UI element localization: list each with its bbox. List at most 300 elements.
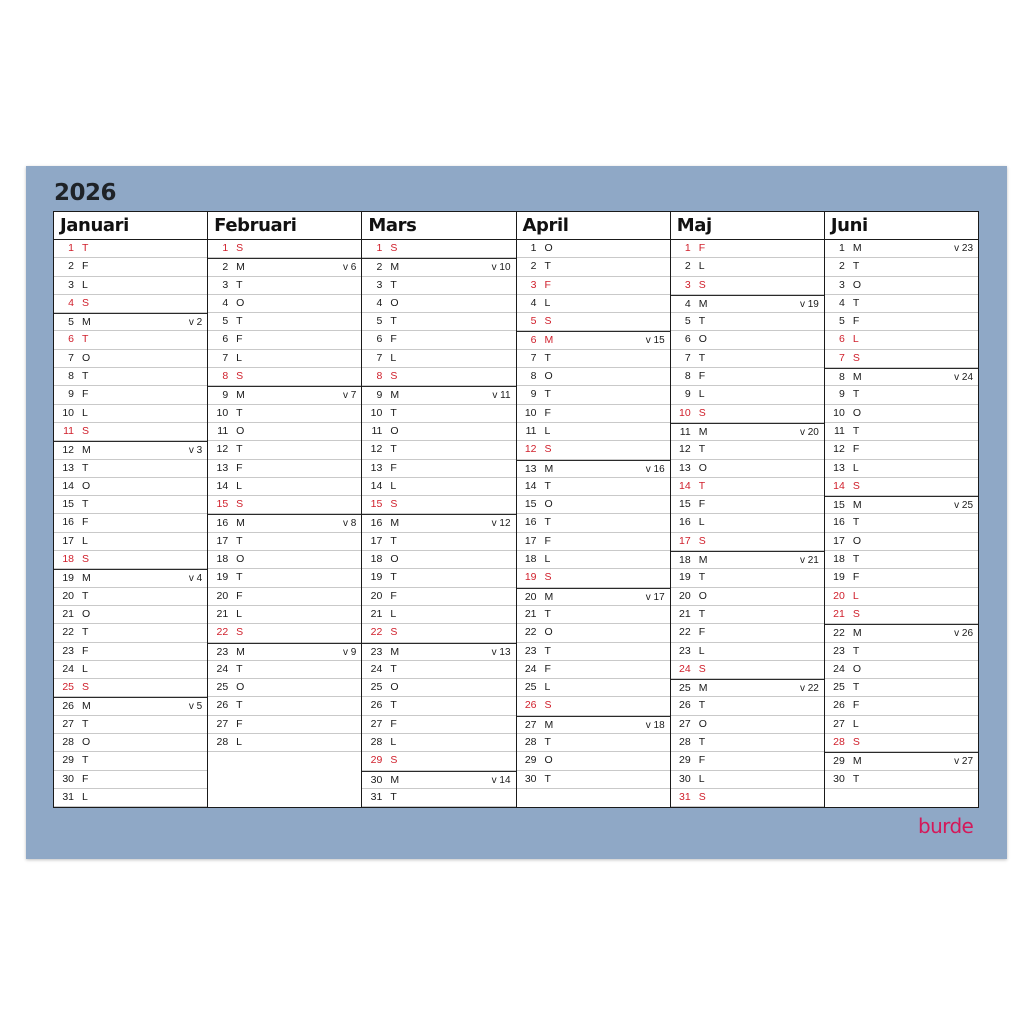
day-row <box>671 423 824 441</box>
day-number: 15 <box>216 498 229 511</box>
day-row <box>671 752 824 770</box>
day-row <box>825 697 978 715</box>
day-number: 11 <box>217 424 229 437</box>
weekday-letter: S <box>698 662 706 675</box>
day-number: 4 <box>376 296 383 309</box>
day-row <box>517 368 670 386</box>
day-row <box>671 789 824 807</box>
day-row <box>825 478 978 496</box>
weekday-letter: T <box>544 388 551 401</box>
weekday-letter: M <box>852 242 862 254</box>
week-number: v 22 <box>799 683 819 695</box>
day-number: 3 <box>222 278 229 291</box>
day-row <box>208 496 361 514</box>
weekday-letter: S <box>236 498 244 511</box>
day-row <box>671 478 824 496</box>
day-row <box>517 606 670 624</box>
weekday-letter: L <box>698 388 705 401</box>
day-number: 28 <box>216 736 229 749</box>
day-row <box>208 405 361 423</box>
day-row <box>54 514 207 532</box>
day-row <box>362 496 515 514</box>
day-row <box>208 588 361 606</box>
day-row <box>362 514 515 532</box>
week-number: v 2 <box>188 317 203 329</box>
day-row <box>671 606 824 624</box>
week-number: v 13 <box>491 646 511 658</box>
day-row <box>517 331 670 349</box>
day-row <box>362 679 515 697</box>
day-number: 23 <box>62 644 74 657</box>
day-number: 28 <box>62 736 74 749</box>
burde-logo: burde <box>918 814 974 838</box>
day-row <box>54 643 207 661</box>
day-row <box>54 331 207 349</box>
month-column-juni <box>824 212 978 807</box>
weekday-letter: L <box>544 296 551 309</box>
weekday-letter: T <box>236 443 243 456</box>
day-row <box>825 679 978 697</box>
day-row <box>671 405 824 423</box>
weekday-letter: M <box>698 425 708 438</box>
day-number: 17 <box>62 534 74 547</box>
day-number: 29 <box>833 755 845 768</box>
weekday-letter: F <box>82 388 89 401</box>
weekday-letter: T <box>82 461 89 474</box>
day-row <box>825 386 978 404</box>
weekday-letter: T <box>544 736 551 749</box>
day-row <box>54 295 207 313</box>
day-number: 15 <box>679 498 691 511</box>
day-row <box>362 423 515 441</box>
day-number: 30 <box>833 772 845 785</box>
week-number: v 15 <box>645 335 665 347</box>
week-number: v 6 <box>343 262 357 274</box>
weekday-letter: M <box>698 682 708 695</box>
day-number: 29 <box>370 754 383 767</box>
day-number: 3 <box>68 278 74 291</box>
week-number: v 7 <box>343 390 357 402</box>
day-row <box>517 496 670 514</box>
day-row <box>362 551 515 569</box>
day-row <box>208 624 361 642</box>
day-list <box>362 240 515 807</box>
day-row <box>362 771 515 789</box>
day-number: 17 <box>524 534 537 547</box>
day-row <box>517 624 670 642</box>
day-number: 27 <box>370 717 383 730</box>
weekday-letter: T <box>852 553 860 566</box>
month-name: Februari <box>208 212 361 240</box>
day-row <box>54 697 207 715</box>
day-number: 27 <box>524 718 537 731</box>
day-number: 7 <box>684 351 691 364</box>
day-number: 2 <box>376 261 383 274</box>
day-row <box>825 331 978 349</box>
day-number: 2 <box>530 260 537 273</box>
week-number: v 17 <box>645 591 665 603</box>
day-row <box>517 295 670 313</box>
day-row <box>208 460 361 478</box>
weekday-letter: F <box>82 644 89 657</box>
day-number: 7 <box>222 351 229 364</box>
day-number: 16 <box>833 516 845 529</box>
weekday-letter: L <box>852 717 859 730</box>
day-row <box>208 240 361 258</box>
weekday-letter: O <box>236 424 245 437</box>
day-number: 25 <box>62 681 74 694</box>
day-row <box>825 313 978 331</box>
day-number: 12 <box>833 443 845 456</box>
day-row <box>208 313 361 331</box>
day-number: 27 <box>833 717 845 730</box>
weekday-letter: L <box>236 479 243 492</box>
weekday-letter: T <box>698 443 706 456</box>
day-number: 21 <box>370 607 383 620</box>
day-row <box>517 643 670 661</box>
day-row <box>54 405 207 423</box>
day-number: 7 <box>68 351 74 364</box>
weekday-letter: M <box>698 297 708 310</box>
day-number: 20 <box>216 589 229 602</box>
day-row <box>362 606 515 624</box>
weekday-letter: O <box>544 626 553 639</box>
day-row <box>517 716 670 734</box>
day-number: 12 <box>62 444 74 457</box>
day-row <box>54 661 207 679</box>
weekday-letter: S <box>236 626 244 639</box>
weekday-letter: S <box>82 553 90 566</box>
weekday-letter: F <box>852 315 860 328</box>
day-number: 1 <box>839 242 845 254</box>
day-row <box>517 734 670 752</box>
weekday-letter: O <box>698 589 707 602</box>
weekday-letter: T <box>82 333 89 346</box>
weekday-letter: T <box>852 644 860 657</box>
weekday-letter: O <box>544 370 553 383</box>
weekday-letter: T <box>698 736 706 749</box>
day-number: 24 <box>679 662 691 675</box>
weekday-letter: F <box>698 498 706 511</box>
week-number: v 5 <box>188 701 203 713</box>
day-number: 2 <box>222 261 229 274</box>
week-number: v 20 <box>799 426 819 438</box>
day-number: 29 <box>524 754 537 767</box>
day-number: 12 <box>524 443 537 456</box>
day-number: 22 <box>679 626 691 639</box>
day-row <box>208 533 361 551</box>
weekday-letter: T <box>390 443 397 456</box>
day-row <box>517 258 670 276</box>
week-number: v 26 <box>954 628 974 640</box>
weekday-letter: S <box>544 443 552 456</box>
day-number: 15 <box>370 498 383 511</box>
day-row <box>362 789 515 807</box>
day-number: 17 <box>216 534 229 547</box>
day-row <box>671 734 824 752</box>
day-row <box>54 551 207 569</box>
week-number: v 14 <box>491 774 511 786</box>
day-number: 5 <box>839 315 845 328</box>
day-number: 25 <box>524 681 537 694</box>
weekday-letter: T <box>82 498 89 511</box>
day-number: 8 <box>684 370 691 383</box>
weekday-letter: S <box>390 626 398 639</box>
weekday-letter: F <box>698 754 706 767</box>
day-number: 23 <box>370 645 383 658</box>
day-number: 2 <box>68 260 74 273</box>
day-row <box>671 716 824 734</box>
day-row <box>54 716 207 734</box>
weekday-letter: F <box>236 589 243 602</box>
day-number: 1 <box>376 242 383 254</box>
day-number: 29 <box>62 754 74 767</box>
weekday-letter: T <box>390 315 397 328</box>
day-row <box>825 588 978 606</box>
weekday-letter: L <box>698 772 705 785</box>
day-number: 30 <box>62 772 74 785</box>
day-row <box>208 441 361 459</box>
day-number: 27 <box>679 717 691 730</box>
weekday-letter: S <box>390 498 398 511</box>
day-row <box>54 789 207 807</box>
day-number: 14 <box>370 479 383 492</box>
weekday-letter: T <box>390 662 397 675</box>
day-number: 4 <box>684 297 691 310</box>
day-row <box>54 478 207 496</box>
day-row <box>517 313 670 331</box>
day-number: 23 <box>216 645 229 658</box>
day-number: 28 <box>833 736 845 749</box>
day-number: 13 <box>524 462 537 475</box>
day-row <box>362 734 515 752</box>
day-number: 9 <box>839 388 845 401</box>
weekday-letter: O <box>82 479 91 492</box>
day-number: 5 <box>530 315 537 328</box>
weekday-letter: M <box>852 371 862 384</box>
day-row <box>208 679 361 697</box>
weekday-letter: T <box>236 662 243 675</box>
weekday-letter: O <box>544 754 553 767</box>
weekday-letter: T <box>852 424 860 437</box>
day-number: 19 <box>370 571 383 584</box>
day-number: 22 <box>62 626 74 639</box>
weekday-letter: T <box>390 278 397 291</box>
day-number: 9 <box>376 389 383 402</box>
weekday-letter: F <box>852 571 860 584</box>
weekday-letter: M <box>698 554 708 567</box>
day-row <box>517 514 670 532</box>
weekday-letter: T <box>698 351 706 364</box>
day-number: 15 <box>62 498 74 511</box>
weekday-letter: O <box>82 607 91 620</box>
week-number: v 8 <box>343 518 357 530</box>
weekday-letter: T <box>390 790 397 803</box>
day-row <box>208 368 361 386</box>
day-row <box>825 661 978 679</box>
day-number: 8 <box>222 370 229 383</box>
day-row <box>517 771 670 789</box>
day-row <box>671 313 824 331</box>
day-number: 8 <box>839 371 845 384</box>
weekday-letter: F <box>544 534 551 547</box>
day-row <box>825 496 978 514</box>
weekday-letter: L <box>390 351 397 364</box>
weekday-letter: T <box>852 260 860 273</box>
day-row <box>671 496 824 514</box>
day-row <box>517 697 670 715</box>
month-column-februari <box>207 212 361 807</box>
day-row <box>54 423 207 441</box>
week-number: v 4 <box>188 573 203 585</box>
day-number: 10 <box>370 406 383 419</box>
week-number: v 10 <box>491 262 511 274</box>
day-row <box>362 624 515 642</box>
day-row <box>362 258 515 276</box>
day-row <box>517 588 670 606</box>
day-number: 6 <box>530 334 537 347</box>
day-row <box>825 716 978 734</box>
weekday-letter: O <box>236 296 245 309</box>
day-number: 31 <box>679 790 691 803</box>
weekday-letter: M <box>544 590 554 603</box>
weekday-letter: F <box>852 699 860 712</box>
weekday-letter: T <box>544 479 551 492</box>
day-row <box>362 569 515 587</box>
day-row <box>208 716 361 734</box>
day-row <box>825 423 978 441</box>
day-number: 14 <box>524 479 537 492</box>
weekday-letter: L <box>390 607 397 620</box>
day-row <box>517 441 670 459</box>
day-row <box>825 350 978 368</box>
day-row <box>825 240 978 258</box>
day-row <box>517 240 670 258</box>
weekday-letter: M <box>852 499 862 512</box>
day-row <box>54 679 207 697</box>
day-row <box>671 386 824 404</box>
day-number: 10 <box>216 406 229 419</box>
day-number: 6 <box>68 333 74 346</box>
day-number: 16 <box>62 516 74 529</box>
weekday-letter: L <box>82 534 88 547</box>
day-number: 26 <box>370 699 383 712</box>
weekday-letter: O <box>544 498 553 511</box>
day-row <box>208 551 361 569</box>
day-row <box>54 277 207 295</box>
month-column-maj <box>670 212 824 807</box>
day-row <box>54 441 207 459</box>
weekday-letter: O <box>698 333 707 346</box>
weekday-letter: T <box>852 388 860 401</box>
day-number: 11 <box>63 424 74 437</box>
weekday-letter: S <box>698 534 706 547</box>
weekday-letter: M <box>236 261 245 274</box>
day-row <box>54 460 207 478</box>
day-number: 28 <box>679 736 691 749</box>
weekday-letter: M <box>390 517 400 530</box>
day-number: 13 <box>833 461 845 474</box>
day-number: 7 <box>839 351 845 364</box>
weekday-letter: L <box>852 333 859 346</box>
day-number: 26 <box>62 700 74 713</box>
day-row <box>208 514 361 532</box>
day-row <box>208 606 361 624</box>
day-row <box>671 771 824 789</box>
weekday-letter: F <box>544 406 551 419</box>
day-row <box>671 697 824 715</box>
day-number: 29 <box>679 754 691 767</box>
week-number: v 18 <box>645 719 665 731</box>
month-column-mars <box>361 212 515 807</box>
weekday-letter: M <box>390 773 400 786</box>
day-row <box>208 386 361 404</box>
day-row <box>671 661 824 679</box>
day-row <box>362 752 515 770</box>
day-number: 1 <box>222 242 229 254</box>
day-number: 6 <box>376 333 383 346</box>
month-name: Maj <box>671 212 824 240</box>
weekday-letter: S <box>852 607 860 620</box>
day-number: 8 <box>68 370 74 383</box>
day-number: 22 <box>216 626 229 639</box>
day-row <box>362 478 515 496</box>
weekday-letter: S <box>852 351 860 364</box>
day-number: 26 <box>524 699 537 712</box>
weekday-letter: T <box>698 571 706 584</box>
weekday-letter: L <box>236 351 243 364</box>
day-row <box>54 496 207 514</box>
day-row <box>825 752 978 770</box>
day-number: 6 <box>684 333 691 346</box>
weekday-letter: S <box>852 479 860 492</box>
day-number: 30 <box>524 772 537 785</box>
day-number: 11 <box>525 424 537 437</box>
day-list <box>825 240 978 807</box>
day-number: 27 <box>62 717 74 730</box>
day-row <box>517 405 670 423</box>
month-name: Mars <box>362 212 515 240</box>
day-row <box>671 441 824 459</box>
day-number: 1 <box>68 242 74 254</box>
day-row <box>671 551 824 569</box>
day-number: 15 <box>524 498 537 511</box>
weekday-letter: T <box>236 699 243 712</box>
day-number: 20 <box>679 589 691 602</box>
weekday-letter: S <box>698 406 706 419</box>
day-number: 16 <box>524 516 537 529</box>
weekday-letter: O <box>852 406 862 419</box>
weekday-letter: F <box>82 516 89 529</box>
day-number: 20 <box>370 589 383 602</box>
weekday-letter: F <box>698 242 706 254</box>
weekday-letter: M <box>236 645 245 658</box>
day-number: 9 <box>68 388 74 401</box>
weekday-letter: T <box>698 479 706 492</box>
day-number: 16 <box>370 517 383 530</box>
day-number: 12 <box>370 443 383 456</box>
day-number: 31 <box>370 790 383 803</box>
day-list <box>54 240 207 807</box>
weekday-letter: T <box>82 754 89 767</box>
weekday-letter: M <box>852 627 862 640</box>
day-number: 10 <box>62 406 74 419</box>
day-row <box>54 533 207 551</box>
day-row <box>208 331 361 349</box>
day-row <box>54 752 207 770</box>
day-row <box>825 295 978 313</box>
day-row <box>825 551 978 569</box>
